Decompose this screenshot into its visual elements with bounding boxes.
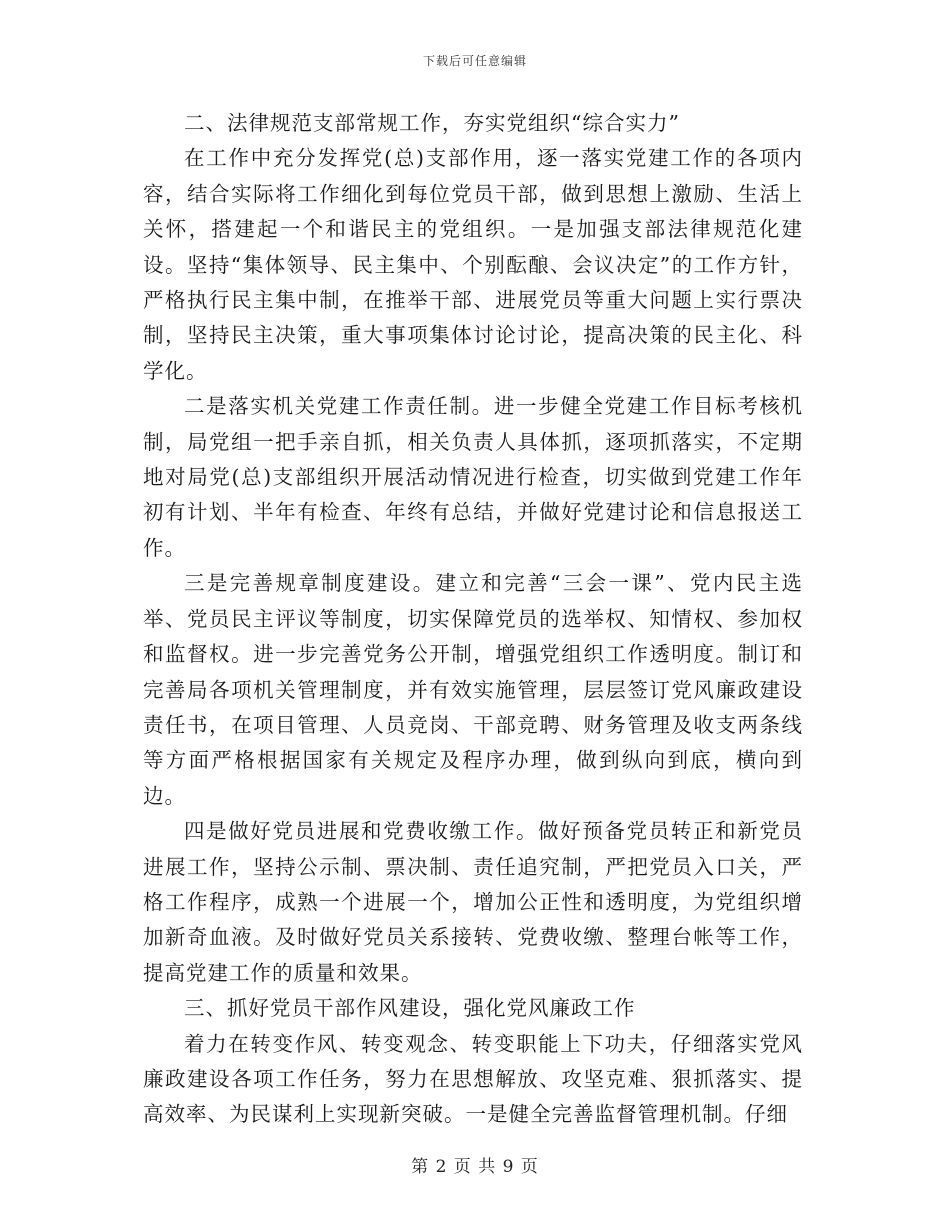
- footer-prefix: 第: [411, 1157, 430, 1177]
- total-page-number: 9: [502, 1157, 515, 1177]
- current-page-number: 2: [435, 1157, 448, 1177]
- page-footer: [0, 1152, 950, 1177]
- paragraph: 二是落实机关党建工作责任制。进一步健全党建工作目标考核机制，局党组一把手亲自抓，相关负责人具体抓，逐项抓落实，不定期地对局党(总)支部组织开展活动情况进行检查，切实做到党建工作年初有计划、半年有检查、年终有总结，并做好党建讨论和信息报送工作。: [143, 394, 803, 560]
- footer-middle: 页 共: [453, 1157, 497, 1177]
- footer-suffix: 页: [520, 1157, 539, 1177]
- paragraph: 三是完善规章制度建设。建立和完善“三会一课”、党内民主选举、党员民主评议等制度，切实保障党员的选举权、知情权、参加权和监督权。进一步完善党务公开制，增强党组织工作透明度。制订和完善局各项机关管理制度，并有效实施管理，层层签订党风廉政建设责任书，在项目管理、人员竞岗、干部竞聘、财务管理及收支两条线等方面严格根据国家有关规定及程序办理，做到纵向到底，横向到边。: [143, 571, 803, 808]
- paragraph: 四是做好党员进展和党费收缴工作。做好预备党员转正和新党员进展工作，坚持公示制、票决制、责任追究制，严把党员入口关，严格工作程序，成熟一个进展一个，增加公正性和透明度，为党组织增加新奇血液。及时做好党员关系接转、党费收缴、整理台帐等工作，提高党建工作的质量和效果。: [143, 819, 803, 985]
- section-heading-3: 三、抓好党员干部作风建设，强化党风廉政工作: [184, 996, 636, 1021]
- page-header: 下载后可任意编辑: [422, 54, 527, 68]
- document-body: [143, 106, 803, 1133]
- section-heading-2: 二、法律规范支部常规工作，夯实党组织“综合实力”: [184, 111, 680, 135]
- paragraph: 着力在转变作风、转变观念、转变职能上下功夫，仔细落实党风廉政建设各项工作任务，努力在思想解放、攻坚克难、狠抓落实、提高效率、为民谋利上实现新突破。一是健全完善监督管理机制。仔细: [143, 1031, 803, 1127]
- paragraph: 在工作中充分发挥党(总)支部作用，逐一落实党建工作的各项内容，结合实际将工作细化到每位党员干部，做到思想上激励、生活上关怀，搭建起一个和谐民主的党组织。一是加强支部法律规范化建设。坚持“集体领导、民主集中、个别酝酿、会议决定”的工作方针，严格执行民主集中制，在推举干部、进展党员等重大问题上实行票决制，坚持民主决策，重大事项集体讨论讨论，提高决策的民主化、科学化。: [143, 146, 803, 383]
